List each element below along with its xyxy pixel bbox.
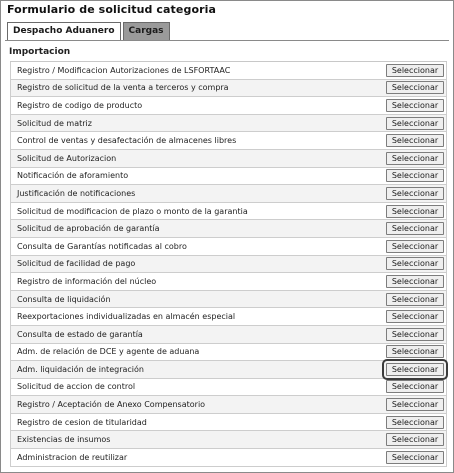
select-button-cell — [384, 238, 446, 255]
select-button[interactable]: Seleccionar — [386, 275, 444, 288]
select-button-cell — [384, 203, 446, 220]
select-button[interactable]: Seleccionar — [386, 240, 444, 253]
list-item-label: Justificación de notificaciones — [17, 188, 136, 198]
list-item — [10, 361, 447, 379]
list-item-label: Reexportaciones individualizadas en almacén especial — [17, 312, 236, 322]
list-item — [10, 291, 447, 309]
list-item-label: Consulta de Garantías notificadas al cobro — [17, 241, 187, 251]
list-item-label: Solicitud de Autorizacion — [17, 153, 117, 163]
request-list — [10, 61, 447, 467]
list-item-label: Consulta de liquidación — [17, 294, 111, 304]
list-item — [10, 344, 447, 362]
list-item-label: Adm. de relación de DCE y agente de aduana — [17, 347, 200, 357]
select-button-cell — [384, 344, 446, 361]
select-button[interactable]: Seleccionar — [386, 187, 444, 200]
section-title: Importacion — [9, 47, 71, 57]
list-item-label: Solicitud de matriz — [17, 118, 92, 128]
list-item — [10, 308, 447, 326]
select-button[interactable]: Seleccionar — [386, 398, 444, 411]
list-item-label: Existencias de insumos — [17, 435, 111, 445]
select-button-cell — [384, 97, 446, 114]
list-item-label: Registro de solicitud de la venta a terceros y compra — [17, 83, 229, 93]
list-item — [10, 414, 447, 432]
list-item-label: Solicitud de accion de control — [17, 382, 136, 392]
list-item — [10, 449, 447, 467]
list-item-label: Control de ventas y desafectación de almacenes libres — [17, 136, 237, 146]
select-button[interactable]: Seleccionar — [386, 257, 444, 270]
select-button[interactable]: Seleccionar — [386, 134, 444, 147]
select-button[interactable]: Seleccionar — [386, 451, 444, 464]
list-item-label: Consulta de estado de garantía — [17, 329, 143, 339]
select-button-cell — [384, 273, 446, 290]
select-button-cell — [384, 431, 446, 448]
list-item-label: Registro de información del núcleo — [17, 276, 157, 286]
tab-despacho-aduanero[interactable]: Despacho Aduanero — [7, 22, 121, 40]
list-item — [10, 273, 447, 291]
select-button-cell — [384, 150, 446, 167]
list-item-label: Notificación de aforamiento — [17, 171, 129, 181]
select-button[interactable]: Seleccionar — [386, 64, 444, 77]
list-item-label: Adm. liquidación de integración — [17, 364, 144, 374]
list-item — [10, 326, 447, 344]
list-item — [10, 238, 447, 256]
select-button-cell — [384, 414, 446, 431]
tab-bar — [7, 22, 172, 40]
form-title: Formulario de solicitud categoria — [7, 3, 217, 16]
select-button-cell — [384, 361, 446, 378]
list-item-label: Solicitud de modificacion de plazo o monto de la garantia — [17, 206, 248, 216]
select-button-cell — [384, 62, 446, 79]
list-item — [10, 396, 447, 414]
select-button[interactable]: Seleccionar — [386, 380, 444, 393]
list-item-label: Registro de codigo de producto — [17, 100, 143, 110]
select-button-cell — [384, 326, 446, 343]
select-button-cell — [384, 132, 446, 149]
select-button[interactable]: Seleccionar — [386, 416, 444, 429]
list-item — [10, 80, 447, 98]
list-item — [10, 132, 447, 150]
select-button-cell — [384, 396, 446, 413]
select-button-cell — [384, 80, 446, 97]
select-button[interactable]: Seleccionar — [386, 205, 444, 218]
select-button-cell — [384, 291, 446, 308]
list-item-label: Registro / Modificacion Autorizaciones de LSFORTAAC — [17, 65, 231, 75]
select-button-cell — [384, 220, 446, 237]
select-button[interactable]: Seleccionar — [386, 345, 444, 358]
list-item-label: Solicitud de aprobación de garantía — [17, 224, 160, 234]
list-item — [10, 150, 447, 168]
tab-cargas[interactable]: Cargas — [123, 22, 170, 40]
select-button-cell — [384, 308, 446, 325]
select-button-cell — [384, 379, 446, 396]
tab-divider — [5, 40, 449, 41]
select-button-cell — [384, 168, 446, 185]
select-button-cell — [384, 256, 446, 273]
select-button[interactable]: Seleccionar — [386, 222, 444, 235]
list-item-label: Solicitud de facilidad de pago — [17, 259, 136, 269]
list-item — [10, 431, 447, 449]
select-button[interactable]: Seleccionar — [386, 363, 444, 376]
list-item — [10, 220, 447, 238]
select-button[interactable]: Seleccionar — [386, 328, 444, 341]
list-item — [10, 115, 447, 133]
select-button[interactable]: Seleccionar — [386, 99, 444, 112]
list-item-label: Registro / Aceptación de Anexo Compensatorio — [17, 400, 206, 410]
select-button-cell — [384, 185, 446, 202]
list-item — [10, 168, 447, 186]
select-button[interactable]: Seleccionar — [386, 152, 444, 165]
list-item-label: Administracion de reutilizar — [17, 452, 128, 462]
list-item-label: Registro de cesion de titularidad — [17, 417, 147, 427]
list-item — [10, 379, 447, 397]
list-item — [10, 185, 447, 203]
select-button-cell — [384, 449, 446, 466]
list-item — [10, 203, 447, 221]
list-item — [10, 97, 447, 115]
select-button-cell — [384, 115, 446, 132]
select-button[interactable]: Seleccionar — [386, 169, 444, 182]
select-button[interactable]: Seleccionar — [386, 310, 444, 323]
list-item — [10, 62, 447, 80]
select-button[interactable]: Seleccionar — [386, 81, 444, 94]
select-button[interactable]: Seleccionar — [386, 293, 444, 306]
select-button[interactable]: Seleccionar — [386, 117, 444, 130]
select-button[interactable]: Seleccionar — [386, 433, 444, 446]
list-item — [10, 256, 447, 274]
